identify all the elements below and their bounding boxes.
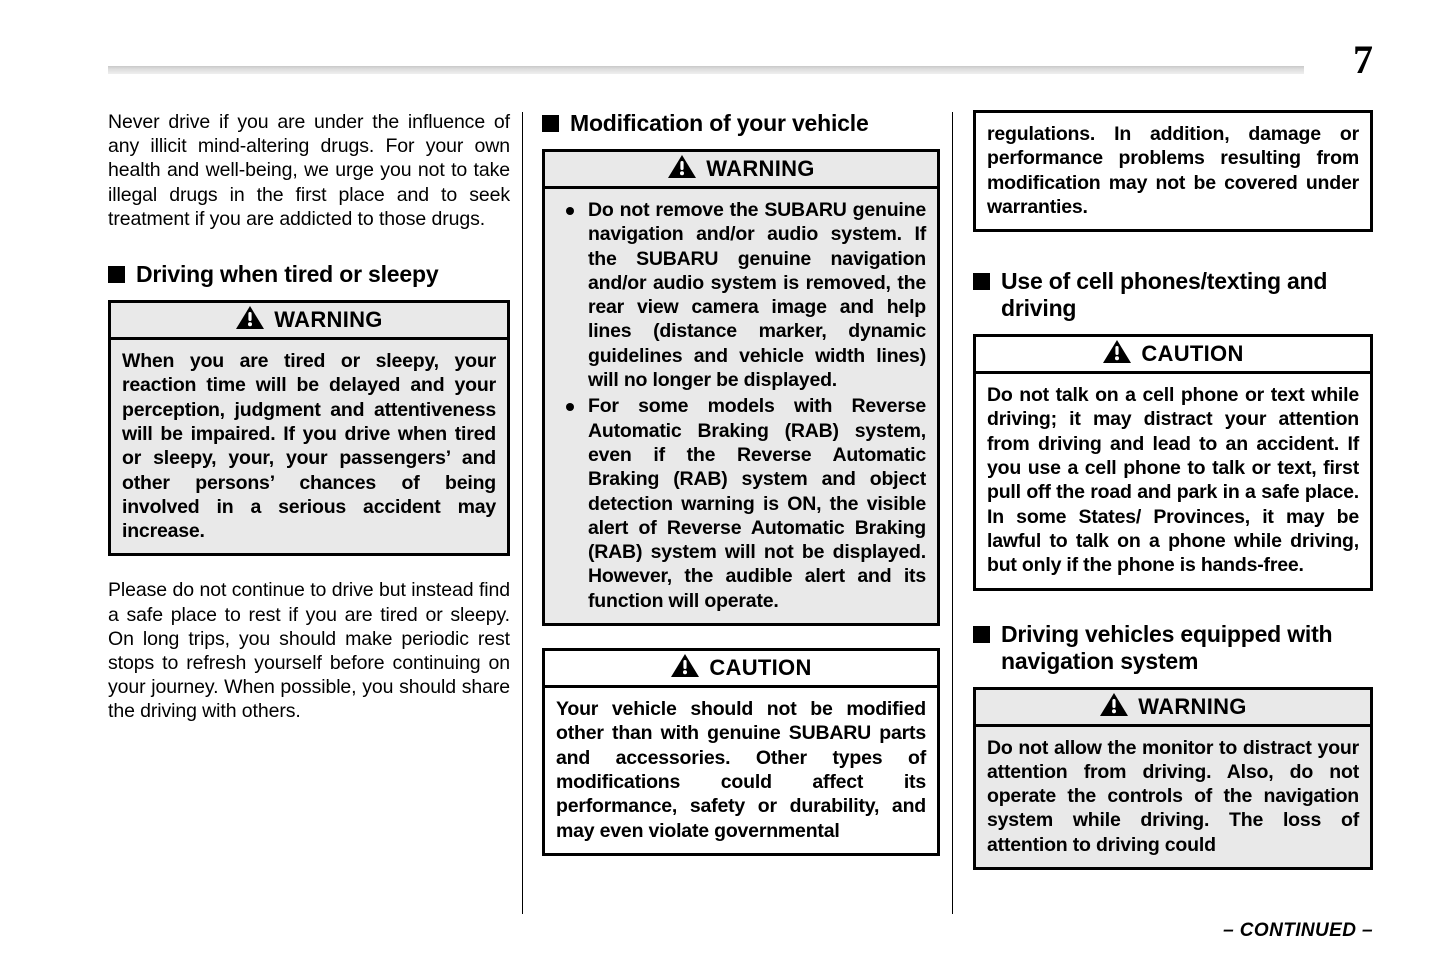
rest-paragraph: Please do not continue to drive but instead find a safe place to rest if you are tired or sleepy. On long trips, you should make periodic rest stops to refresh yourself before continuing on your journey. When possible, you should share the driving with others.: [108, 579, 510, 723]
column-3: [973, 110, 1373, 870]
warning-triangle-icon: [235, 305, 265, 335]
heading-cell-phones: [973, 268, 1373, 322]
column-2: [542, 110, 940, 856]
caution-label: CAUTION: [1141, 341, 1244, 367]
list-item: [556, 198, 926, 392]
square-bullet-icon: [542, 115, 559, 132]
caution-text-cell-phones: Do not talk on a cell phone or text while driving; it may distract your attention from driving and lead to an accident. If you use a cell phone to talk or text, first pull off the road and park in a safe place. In some States/ Provinces, it may be lawful to talk on a phone while driving, but only if the phone is hands-free.: [987, 384, 1359, 577]
warning-text-navigation: Do not allow the monitor to distract your attention from driving. Also, do not operate the controls of the navigation system while driving. The loss of attention to driving could: [987, 736, 1359, 856]
warning-label: WARNING: [706, 156, 815, 181]
warning-body-navigation: [973, 727, 1373, 870]
square-bullet-icon: [973, 273, 990, 290]
warning-label: WARNING: [1138, 693, 1247, 719]
list-item: [556, 394, 926, 613]
header-rule: [108, 66, 1304, 74]
caution-body-cell-phones: [973, 374, 1373, 590]
caution-triangle-icon: [1102, 339, 1132, 369]
caution-body-continuation: [973, 110, 1373, 232]
caution-label: CAUTION: [709, 655, 812, 681]
column-divider-2: [952, 112, 953, 914]
caution-header-modification: [542, 648, 940, 688]
warning-text-tired: When you are tired or sleepy, your reaction time will be delayed and your perception, judgment and attentiveness will be impaired. If you drive when tired or sleepy, your, your passengers’ and other persons’ chances of being involved in a serious accident may increase.: [122, 350, 496, 543]
bullet-dot-icon: [566, 207, 574, 215]
warning-triangle-icon: [667, 154, 697, 184]
caution-text-continuation: regulations. In addition, damage or performance problems resulting from modification may not be covered under warranties.: [987, 123, 1359, 218]
warning-label: WARNING: [274, 307, 383, 333]
page-header: [108, 37, 1373, 88]
list-item-text: For some models with Reverse Automatic Braking (RAB) system, even if the Reverse Automatic Braking (RAB) system and object detection warning is ON, the visible alert of Reverse Automatic Braking (RAB) system will not be displayed. However, the audible alert and its function will operate.: [588, 395, 926, 612]
heading-text: Driving when tired or sleepy: [136, 261, 439, 288]
warning-header-tired: [108, 300, 510, 340]
caution-triangle-icon: [670, 653, 700, 683]
bullet-dot-icon: [566, 403, 574, 411]
column-divider-1: [522, 112, 523, 914]
heading-navigation-system: [973, 621, 1373, 675]
heading-driving-tired: [108, 261, 510, 288]
columns-container: [0, 110, 1445, 920]
heading-text: Modification of your vehicle: [570, 110, 869, 136]
footer-continued: – CONTINUED –: [1223, 920, 1373, 941]
warning-header-navigation: [973, 687, 1373, 727]
intro-paragraph: Never drive if you are under the influence of any illicit mind-altering drugs. For your own health and well-being, we urge you not to take illegal drugs in the first place and to seek treatment if you are addicted to those drugs.: [108, 111, 510, 230]
warning-triangle-icon: [1099, 692, 1129, 722]
caution-body-modification: [542, 688, 940, 856]
heading-text: Use of cell phones/texting and driving: [1001, 268, 1328, 322]
heading-modification: [542, 110, 940, 137]
warning-body-modification: [542, 189, 940, 626]
heading-text: Driving vehicles equipped with navigation system: [1001, 620, 1333, 674]
page-number: 7: [1353, 37, 1373, 82]
caution-text-modification: Your vehicle should not be modified other than with genuine SUBARU parts and accessories. Other types of modifications could affect its performance, safety or durability, and may even violate governmental: [556, 698, 926, 842]
column-1: [108, 110, 510, 724]
list-item-text: Do not remove the SUBARU genuine navigation and/or audio system. If the SUBARU genuine navigation and/or audio system is removed, the rear view camera image and help lines (distance marker, dynamic guidelines and vehicle width lines) will no longer be displayed.: [588, 199, 926, 392]
warning-body-tired: [108, 340, 510, 556]
caution-header-cell-phones: [973, 334, 1373, 374]
square-bullet-icon: [108, 266, 125, 283]
warning-header-modification: [542, 149, 940, 189]
square-bullet-icon: [973, 626, 990, 643]
warning-list: [556, 198, 926, 613]
